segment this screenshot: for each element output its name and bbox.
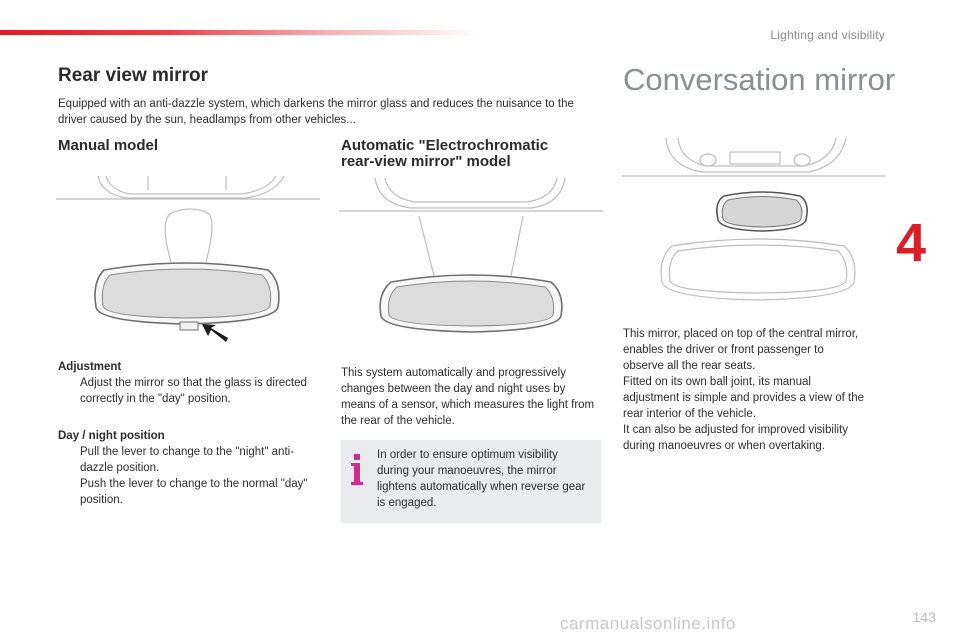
info-text: In order to ensure optimum visibility during your manoeuvres, the mirror lightens automatically when reverse gear is engaged.: [377, 449, 586, 509]
conversation-body-line: Fitted on its own ball joint, its manual: [623, 376, 811, 388]
manual-mirror-illustration: [56, 172, 320, 347]
auto-heading-line1: Automatic "Electrochromatic: [341, 137, 549, 154]
conversation-mirror-illustration: [622, 136, 886, 306]
chapter-number: 4: [896, 213, 927, 273]
adjustment-item-text: Adjust the mirror so that the glass is directed correctly in the "day" position.: [80, 377, 307, 405]
mirror-glass: [102, 269, 270, 318]
adjustment-title: Adjustment: [58, 361, 122, 373]
daynight-item: [58, 476, 318, 508]
daynight-item: [58, 444, 318, 476]
conversation-body-line: observe all the rear seats.: [623, 360, 756, 372]
conversation-body-line: It can also be adjusted for improved visibility: [623, 424, 848, 436]
conversation-body-line: adjustment is simple and provides a view of the: [623, 392, 864, 404]
adjustment-item: [58, 375, 318, 407]
daynight-title: Day / night position: [58, 430, 165, 442]
conversation-body-line: enables the driver or front passenger to: [623, 344, 824, 356]
dimming-lever: [180, 322, 198, 330]
lever-arrow-icon: [202, 324, 228, 342]
conversation-body-line: rear interior of the vehicle.: [623, 408, 756, 420]
daynight-block: [58, 428, 318, 508]
watermark: carmanualsonline.info: [560, 614, 736, 633]
info-box: [341, 440, 601, 523]
adjustment-block: [58, 359, 318, 407]
section-title: Lighting and visibility: [770, 28, 885, 42]
intro-paragraph: Equipped with an anti-dazzle system, which darkens the mirror glass and reduces the nuisance to the driver caused by the sun, headlamps from other vehicles...: [58, 98, 574, 126]
conversation-mirror-title: Conversation mirror: [623, 62, 896, 97]
auto-heading-line2: rear-view mirror" model: [341, 153, 511, 170]
manual-model-heading: Manual model: [58, 137, 159, 154]
daynight-item-text: Pull the lever to change to the "night" anti-dazzle position.: [80, 446, 295, 474]
conversation-body: [623, 326, 893, 454]
conversation-body-line: during manoeuvres or when overtaking.: [623, 440, 826, 452]
page-title: Rear view mirror: [58, 65, 208, 86]
info-icon: [351, 448, 367, 492]
auto-model-heading: [341, 138, 548, 170]
auto-body: This system automatically and progressively changes between the day and night uses by means of a sensor, which measures the light from the rear of the vehicle.: [341, 367, 595, 427]
header-accent-bar: [0, 30, 480, 35]
auto-mirror-illustration: [339, 176, 603, 341]
page-number: 143: [912, 609, 936, 625]
daynight-item-text: Push the lever to change to the normal "day" position.: [80, 478, 308, 506]
conversation-body-line: This mirror, placed on top of the central mirror,: [623, 328, 859, 340]
